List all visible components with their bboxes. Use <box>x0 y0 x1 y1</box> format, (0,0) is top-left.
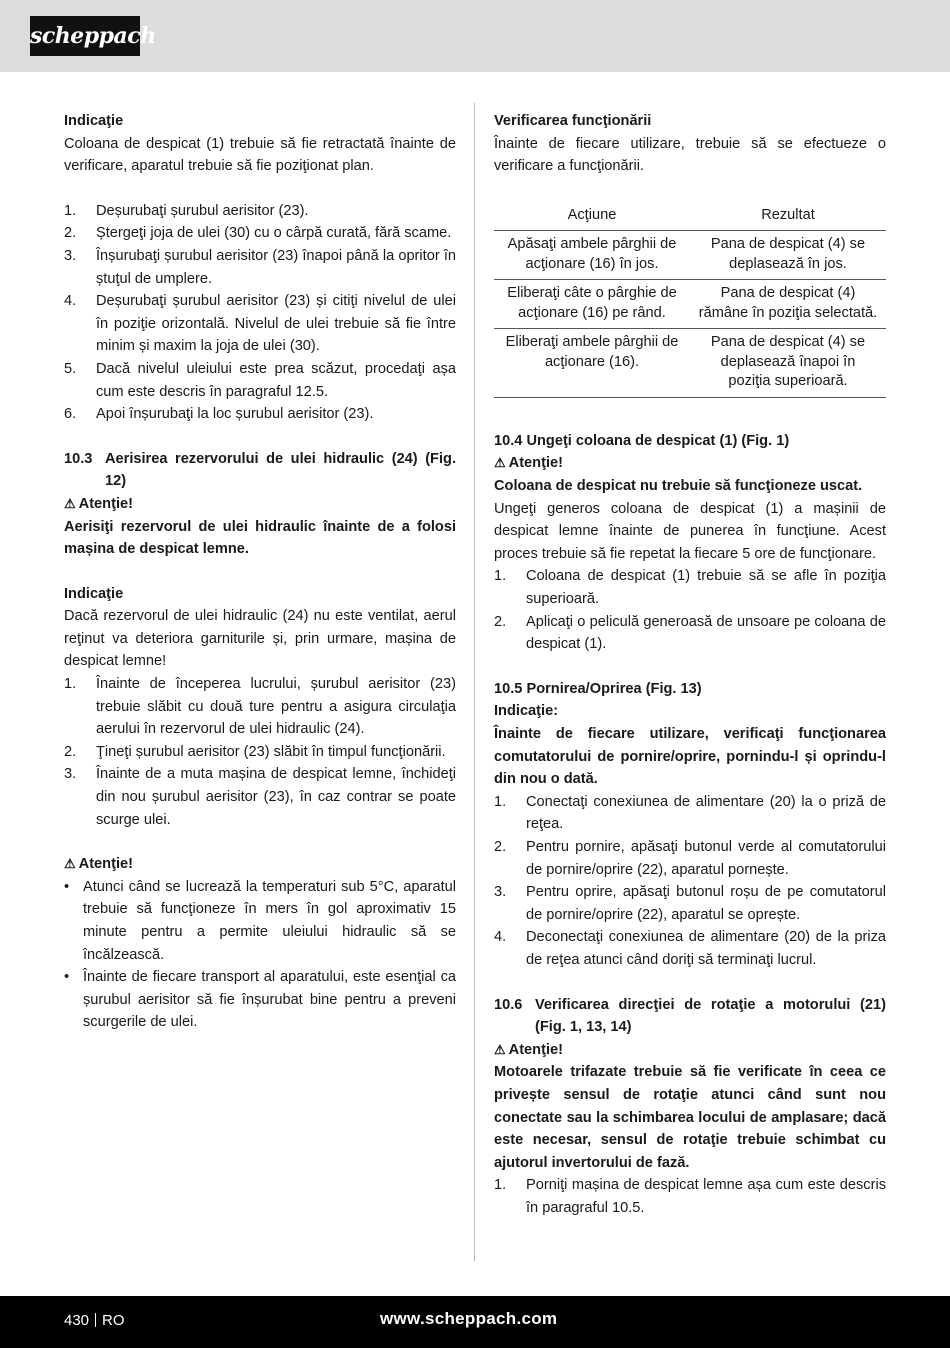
warning-icon: ⚠ <box>494 455 506 471</box>
note-text: Înainte de fiecare utilizare, verificaţi funcţionarea comutatorului de pornire/oprire, pornindu-l și oprindu-l din nou o dată. <box>494 726 886 788</box>
list-item: 4. Deșurubaţi șurubul aerisitor (23) și citiţi nivelul de ulei în poziţie orizontală. Nivelul de ulei trebuie să fie între minim și maxim la joja de ulei (30). <box>64 293 456 355</box>
list-item: 3. Înșurubaţi șurubul aerisitor (23) înapoi până la opritor în ștuţul de umplere. <box>64 247 456 287</box>
warning-text: Motoarele trifazate trebuie să fie verificate în ceea ce privește sensul de rotaţie atunci când sunt nou conectate sau la schimbarea locului de amplasare; dacă este necesar, sensul de rotaţie trebuie schimbat cu ajutorul invertorului de fază. <box>494 1064 886 1171</box>
section-heading-10-5: 10.5 Pornirea/Oprirea (Fig. 13) <box>494 680 702 697</box>
table-cell: Apăsaţi ambele pârghii de acţionare (16) în jos. <box>494 231 690 280</box>
website-url[interactable]: www.scheppach.com <box>380 1309 558 1328</box>
page-number: 430 RO <box>64 1312 125 1329</box>
venting-steps <box>64 673 456 831</box>
warning-label: ⚠ Atenţie! <box>64 856 133 873</box>
list-item: 3. Înainte de a muta mașina de despicat lemne, închideţi din nou șurubul aerisitor (23), în caz contrar se poate scurge ulei. <box>64 766 456 828</box>
warning-icon: ⚠ <box>494 1041 506 1057</box>
table-row <box>494 329 886 398</box>
table-cell: Pana de despicat (4) se deplasează în jos. <box>690 231 886 280</box>
rotation-steps <box>494 1174 886 1219</box>
table-cell: Pana de despicat (4) rămâne în poziţia selectată. <box>690 280 886 329</box>
list-item: 1. Porniţi mașina de despicat lemne așa cum este descris în paragraful 10.5. <box>494 1177 886 1216</box>
on-off-steps <box>494 791 886 972</box>
warning-label: ⚠ Atenţie! <box>494 1041 563 1058</box>
note-text: Dacă rezervorul de ulei hidraulic (24) nu este ventilat, aerul reţinut va deteriora garniturile și, prin urmare, mașina de despicat lemne! <box>64 608 456 670</box>
oil-check-steps <box>64 200 456 426</box>
note-title: Indicaţie: <box>494 703 559 720</box>
section-title: Verificarea funcţionării <box>494 113 652 129</box>
list-item: 2. Pentru pornire, apăsaţi butonul verde al comutatorului de pornire/oprire (22), aparatul pornește. <box>494 838 886 878</box>
section-heading-10-6: 10.6 Verificarea direcţiei de rotaţie a motorului (21) (Fig. 1, 13, 14) <box>494 996 886 1036</box>
warning-bullets <box>64 876 456 1034</box>
scheppach-logo: scheppach <box>30 16 140 56</box>
list-item: 1. Conectaţi conexiunea de alimentare (20) la o priză de reţea. <box>494 793 886 833</box>
page-header <box>0 0 950 72</box>
section-heading-10-4: 10.4 Ungeţi coloana de despicat (1) (Fig. 1) <box>494 432 790 449</box>
column-divider <box>474 103 475 1261</box>
table-header: Acţiune <box>494 204 690 231</box>
list-item: 3. Pentru oprire, apăsaţi butonul roșu de pe comutatorul de pornire/oprire (22), aparatul se oprește. <box>494 884 886 923</box>
table-row <box>494 280 886 329</box>
note-title: Indicaţie <box>64 113 124 129</box>
note-text: Coloana de despicat (1) trebuie să fie retractată înainte de verificare, aparatul trebuie să fie poziţionat plan. <box>64 135 456 175</box>
warning-icon: ⚠ <box>64 856 76 872</box>
warning-text: Aerisiţi rezervorul de ulei hidraulic înainte de a folosi mașina de despicat lemne. <box>64 518 456 558</box>
list-item: 4. Deconectaţi conexiunea de alimentare (20) de la priza de reţea atunci când doriţi să terminaţi lucrul. <box>494 929 886 968</box>
list-item: 2. Ștergeţi joja de ulei (30) cu o cârpă curată, fără scame. <box>64 225 452 242</box>
table-cell: Eliberaţi câte o pârghie de acţionare (16) pe rând. <box>494 280 690 329</box>
lubrication-steps <box>494 565 886 655</box>
page-footer <box>0 1296 950 1348</box>
table-header: Rezultat <box>690 204 886 231</box>
warning-label: ⚠ Atenţie! <box>64 495 133 512</box>
section-heading-10-3: 10.3 Aerisirea rezervorului de ulei hidraulic (24) (Fig. 12) <box>64 450 456 490</box>
list-item: 1. Coloana de despicat (1) trebuie să se afle în poziţia superioară. <box>494 568 886 608</box>
warning-icon: ⚠ <box>64 495 76 511</box>
list-item: 6. Apoi înșurubaţi la loc șurubul aerisitor (23). <box>64 406 374 423</box>
list-item: • Atunci când se lucrează la temperaturi sub 5°C, aparatul trebuie să funcţioneze în mers în gol aproximativ 15 minute pentru a permite uleiului hidraulic să se încălzească. <box>64 878 456 963</box>
note-title: Indicaţie <box>64 585 124 602</box>
list-item: 2. Aplicaţi o peliculă generoasă de unsoare pe coloana de despicat (1). <box>494 613 886 653</box>
section-text: Înainte de fiecare utilizare, trebuie să se efectueze o verificare a funcţionării. <box>494 135 886 175</box>
function-check-table <box>494 204 886 398</box>
list-item: 1. Înainte de începerea lucrului, șurubul aerisitor (23) trebuie slăbit cu două ture pentru a asigura circulaţia aerului în rezervorul de ulei hidraulic (24). <box>64 676 456 738</box>
list-item: 5. Dacă nivelul uleiului este prea scăzut, procedaţi așa cum este descris în paragraful 12.5. <box>64 360 456 400</box>
section-text: Ungeţi generos coloana de despicat (1) a mașinii de despicat lemne înainte de punerea în funcţiune. Acest proces trebuie să fie repetat la fiecare 5 ore de funcţionare. <box>494 500 886 562</box>
warning-label: ⚠ Atenţie! <box>494 455 563 472</box>
warning-text: Coloana de despicat nu trebuie să funcţioneze uscat. <box>494 478 863 495</box>
table-row <box>494 231 886 280</box>
left-column <box>64 110 456 1034</box>
table-cell: Pana de despicat (4) se deplasează înapoi în poziţia superioară. <box>690 329 886 398</box>
list-item: • Înainte de fiecare transport al aparatului, este esenţial ca șurubul aerisitor să fie înșurubat bine pentru a preveni scurgerile de ulei. <box>64 969 456 1031</box>
right-column <box>494 110 886 1219</box>
table-cell: Eliberaţi ambele pârghii de acţionare (16). <box>494 329 690 398</box>
list-item: 1. Deșurubaţi șurubul aerisitor (23). <box>64 202 309 219</box>
list-item: 2. Ţineţi șurubul aerisitor (23) slăbit în timpul funcţionării. <box>64 743 446 760</box>
